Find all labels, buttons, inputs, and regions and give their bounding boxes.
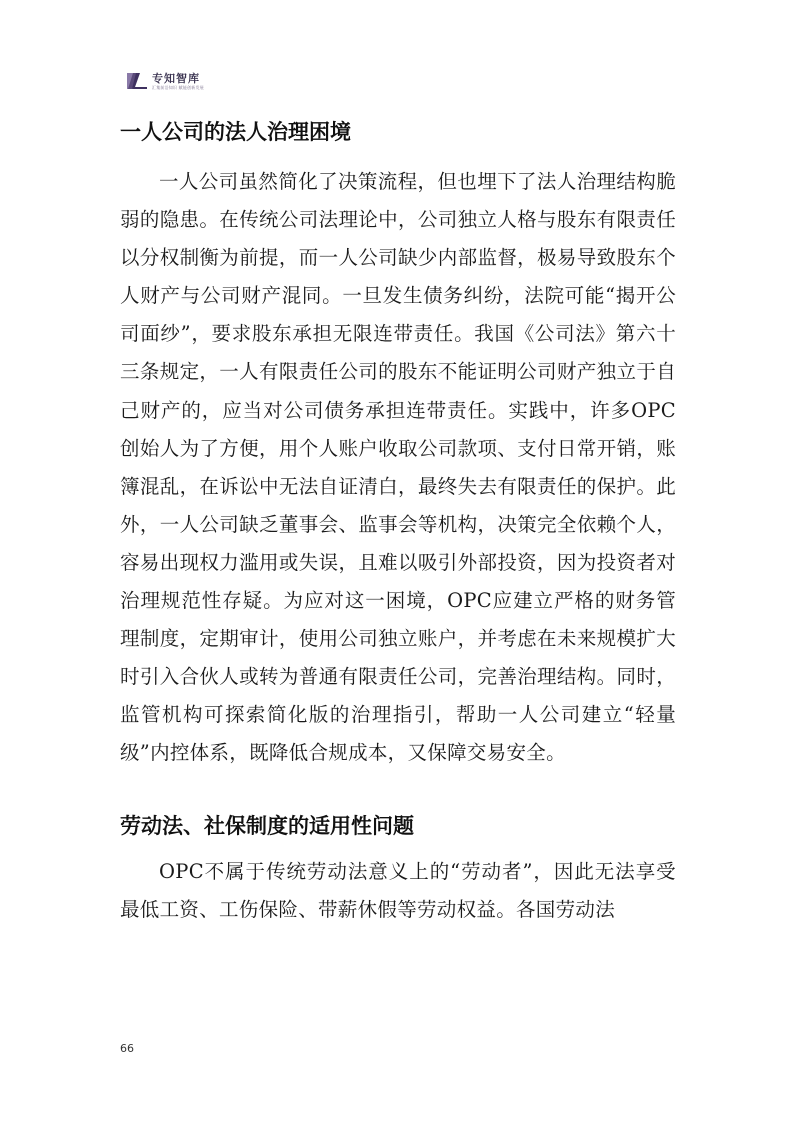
document-body [120,112,676,929]
section-heading: 劳动法、社保制度的适用性问题 [120,813,414,838]
section-paragraph: OPC不属于传统劳动法意义上的“劳动者”，因此无法享受最低工资、工伤保险、带薪休假等劳动权益。各国劳动法 [120,859,676,921]
header-logo [126,70,204,92]
section-paragraph: 一人公司虽然简化了决策流程，但也埋下了法人治理结构脆弱的隐患。在传统公司法理论中，公司独立人格与股东有限责任以分权制衡为前提，而一人公司缺少内部监督，极易导致股东个人财产与公司财产混同。一旦发生债务纠纷，法院可能“揭开公司面纱”，要求股东承担无限连带责任。我国《公司法》第六十三条规定，一人有限责任公司的股东不能证明公司财产独立于自己财产的，应当对公司债务承担连带责任。实践中，许多OPC创始人为了方便，用个人账户收取公司款项、支付日常开销，账簿混乱，在诉讼中无法自证清白，最终失去有限责任的保护。此外，一人公司缺乏董事会、监事会等机构，决策完全依赖个人，容易出现权力滥用或失误，且难以吸引外部投资，因为投资者对治理规范性存疑。为应对这一困境，OPC应建立严格的财务管理制度，定期审计，使用公司独立账户，并考虑在未来规模扩大时引入合伙人或转为普通有限责任公司，完善治理结构。同时，监管机构可探索简化版的治理指引，帮助一人公司建立“轻量级”内控体系，既降低合规成本，又保障交易安全。 [120,170,676,765]
section-heading: 一人公司的法人治理困境 [120,120,351,144]
logo-name: 专知智库 [152,71,200,85]
page-number: 66 [120,1042,134,1055]
logo-tagline: 汇集前沿知识 赋能创新发展 [152,84,204,90]
zl-logo-icon [126,70,148,92]
